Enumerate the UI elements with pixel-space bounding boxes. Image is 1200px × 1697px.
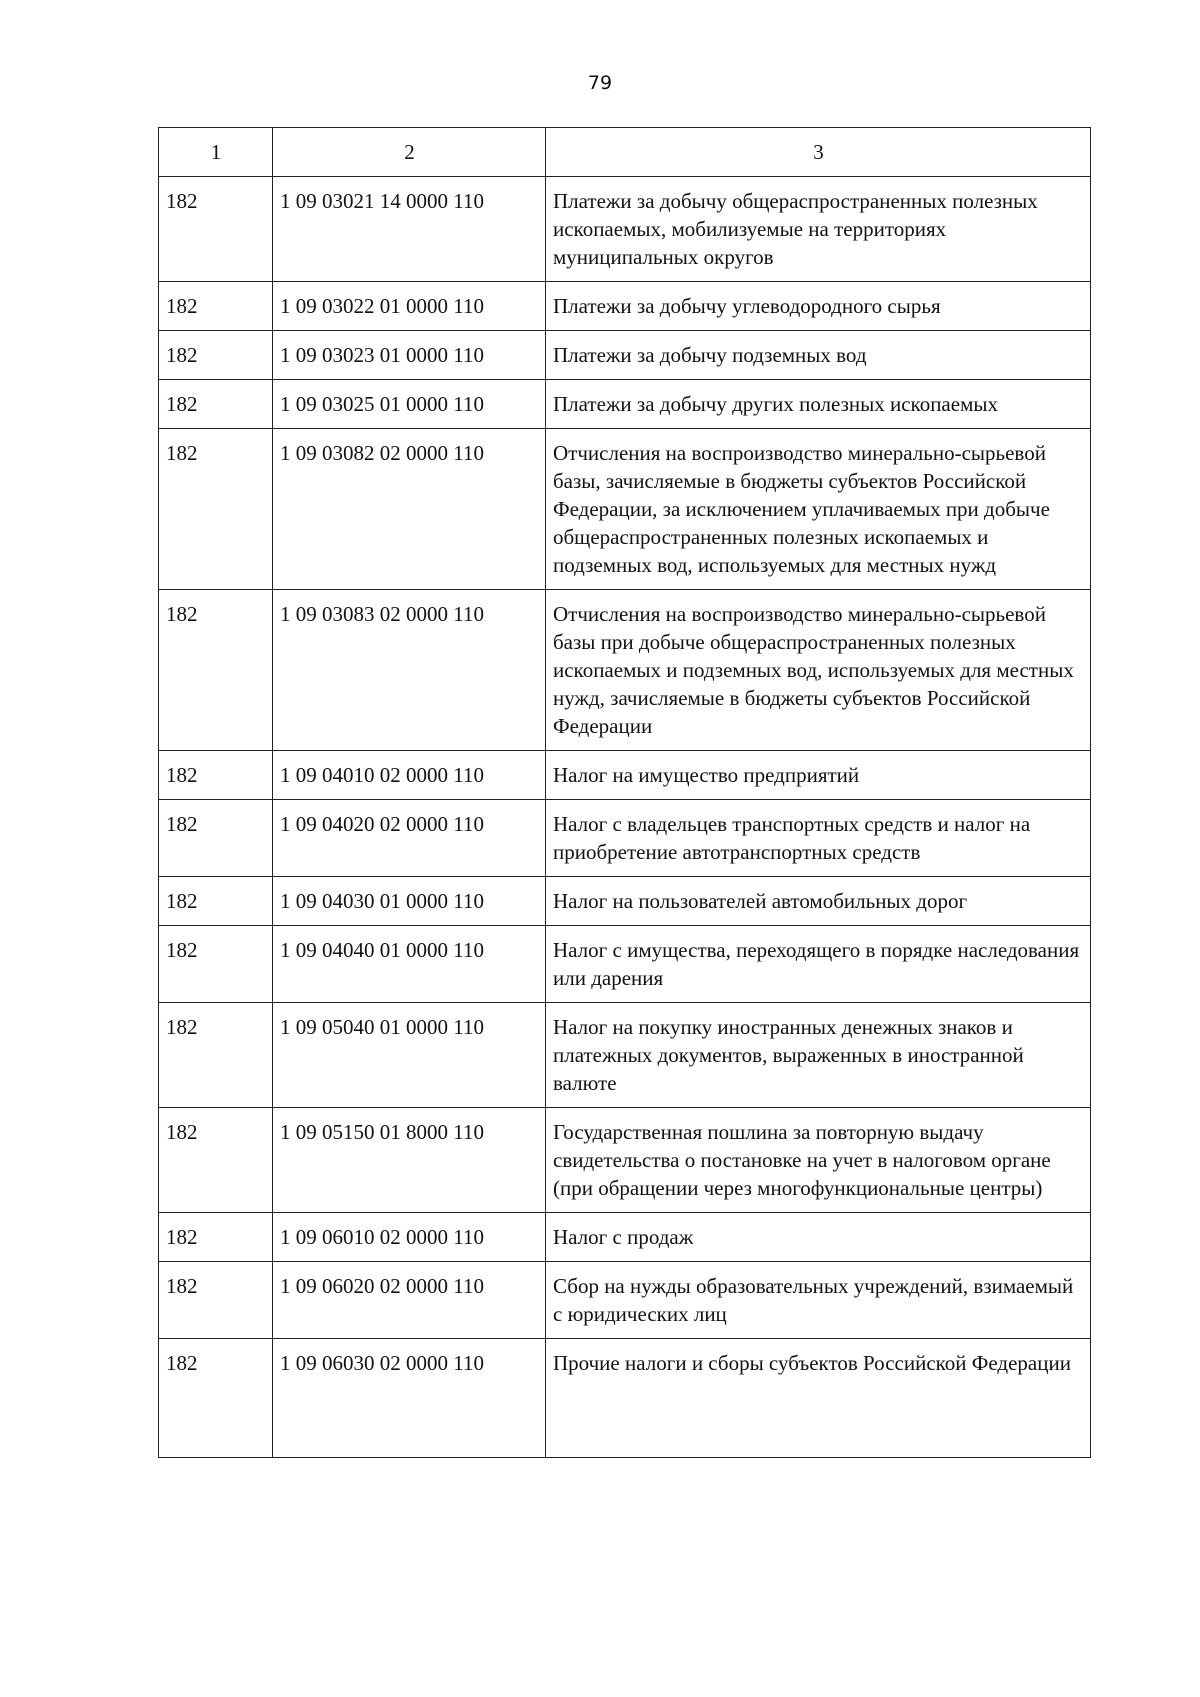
budget-code-cell: 1 09 06010 02 0000 110 (273, 1213, 546, 1262)
admin-code-cell: 182 (159, 1003, 273, 1108)
budget-code-cell: 1 09 04040 01 0000 110 (273, 926, 546, 1003)
table-row (159, 1108, 1091, 1213)
admin-code-cell: 182 (159, 877, 273, 926)
table-row (159, 877, 1091, 926)
table-row (159, 1339, 1091, 1458)
description-cell: Платежи за добычу других полезных ископаемых (546, 380, 1091, 429)
budget-code-cell: 1 09 06030 02 0000 110 (273, 1339, 546, 1458)
description-cell: Налог на покупку иностранных денежных знаков и платежных документов, выраженных в иностранной валюте (546, 1003, 1091, 1108)
admin-code-cell: 182 (159, 1262, 273, 1339)
admin-code-cell: 182 (159, 751, 273, 800)
budget-code-cell: 1 09 03022 01 0000 110 (273, 282, 546, 331)
description-cell: Налог на имущество предприятий (546, 751, 1091, 800)
budget-code-cell: 1 09 04030 01 0000 110 (273, 877, 546, 926)
table-row (159, 331, 1091, 380)
description-cell: Налог с имущества, переходящего в порядке наследования или дарения (546, 926, 1091, 1003)
admin-code-cell: 182 (159, 177, 273, 282)
description-cell: Платежи за добычу общераспространенных полезных ископаемых, мобилизуемые на территориях муниципальных округов (546, 177, 1091, 282)
table-row (159, 1003, 1091, 1108)
budget-code-cell: 1 09 03021 14 0000 110 (273, 177, 546, 282)
description-cell: Отчисления на воспроизводство минерально-сырьевой базы, зачисляемые в бюджеты субъектов Российской Федерации, за исключением уплачиваемых при добыче общераспространенных полезных ископаемых и подземных вод, используемых для местных нужд (546, 429, 1091, 590)
admin-code-cell: 182 (159, 380, 273, 429)
table-row (159, 282, 1091, 331)
column-header-3: 3 (546, 128, 1091, 177)
description-cell: Сбор на нужды образовательных учреждений, взимаемый с юридических лиц (546, 1262, 1091, 1339)
admin-code-cell: 182 (159, 1213, 273, 1262)
budget-code-cell: 1 09 05040 01 0000 110 (273, 1003, 546, 1108)
description-cell: Прочие налоги и сборы субъектов Российской Федерации (546, 1339, 1091, 1458)
description-cell: Государственная пошлина за повторную выдачу свидетельства о постановке на учет в налоговом органе (при обращении через многофункциональные центры) (546, 1108, 1091, 1213)
header-row (159, 128, 1091, 177)
budget-code-cell: 1 09 03023 01 0000 110 (273, 331, 546, 380)
column-header-2: 2 (273, 128, 546, 177)
admin-code-cell: 182 (159, 590, 273, 751)
budget-code-cell: 1 09 04020 02 0000 110 (273, 800, 546, 877)
budget-code-cell: 1 09 03025 01 0000 110 (273, 380, 546, 429)
column-header-1: 1 (159, 128, 273, 177)
description-cell: Налог с продаж (546, 1213, 1091, 1262)
table-row (159, 751, 1091, 800)
admin-code-cell: 182 (159, 429, 273, 590)
description-cell: Платежи за добычу подземных вод (546, 331, 1091, 380)
table-row (159, 926, 1091, 1003)
budget-code-cell: 1 09 06020 02 0000 110 (273, 1262, 546, 1339)
table-row (159, 800, 1091, 877)
admin-code-cell: 182 (159, 800, 273, 877)
budget-code-cell: 1 09 03083 02 0000 110 (273, 590, 546, 751)
table-row (159, 590, 1091, 751)
admin-code-cell: 182 (159, 1108, 273, 1213)
description-cell: Отчисления на воспроизводство минерально-сырьевой базы при добыче общераспространенных полезных ископаемых и подземных вод, используемых для местных нужд, зачисляемые в бюджеты субъектов Российской Федерации (546, 590, 1091, 751)
description-cell: Налог на пользователей автомобильных дорог (546, 877, 1091, 926)
budget-codes-table (158, 127, 1091, 1458)
admin-code-cell: 182 (159, 331, 273, 380)
table-row (159, 177, 1091, 282)
admin-code-cell: 182 (159, 1339, 273, 1458)
table-row (159, 1213, 1091, 1262)
admin-code-cell: 182 (159, 926, 273, 1003)
admin-code-cell: 182 (159, 282, 273, 331)
description-cell: Платежи за добычу углеводородного сырья (546, 282, 1091, 331)
description-cell: Налог с владельцев транспортных средств и налог на приобретение автотранспортных средств (546, 800, 1091, 877)
budget-code-cell: 1 09 03082 02 0000 110 (273, 429, 546, 590)
table-row (159, 429, 1091, 590)
budget-code-cell: 1 09 05150 01 8000 110 (273, 1108, 546, 1213)
table-row (159, 1262, 1091, 1339)
budget-code-cell: 1 09 04010 02 0000 110 (273, 751, 546, 800)
table-row (159, 380, 1091, 429)
page-number: 79 (587, 72, 613, 94)
